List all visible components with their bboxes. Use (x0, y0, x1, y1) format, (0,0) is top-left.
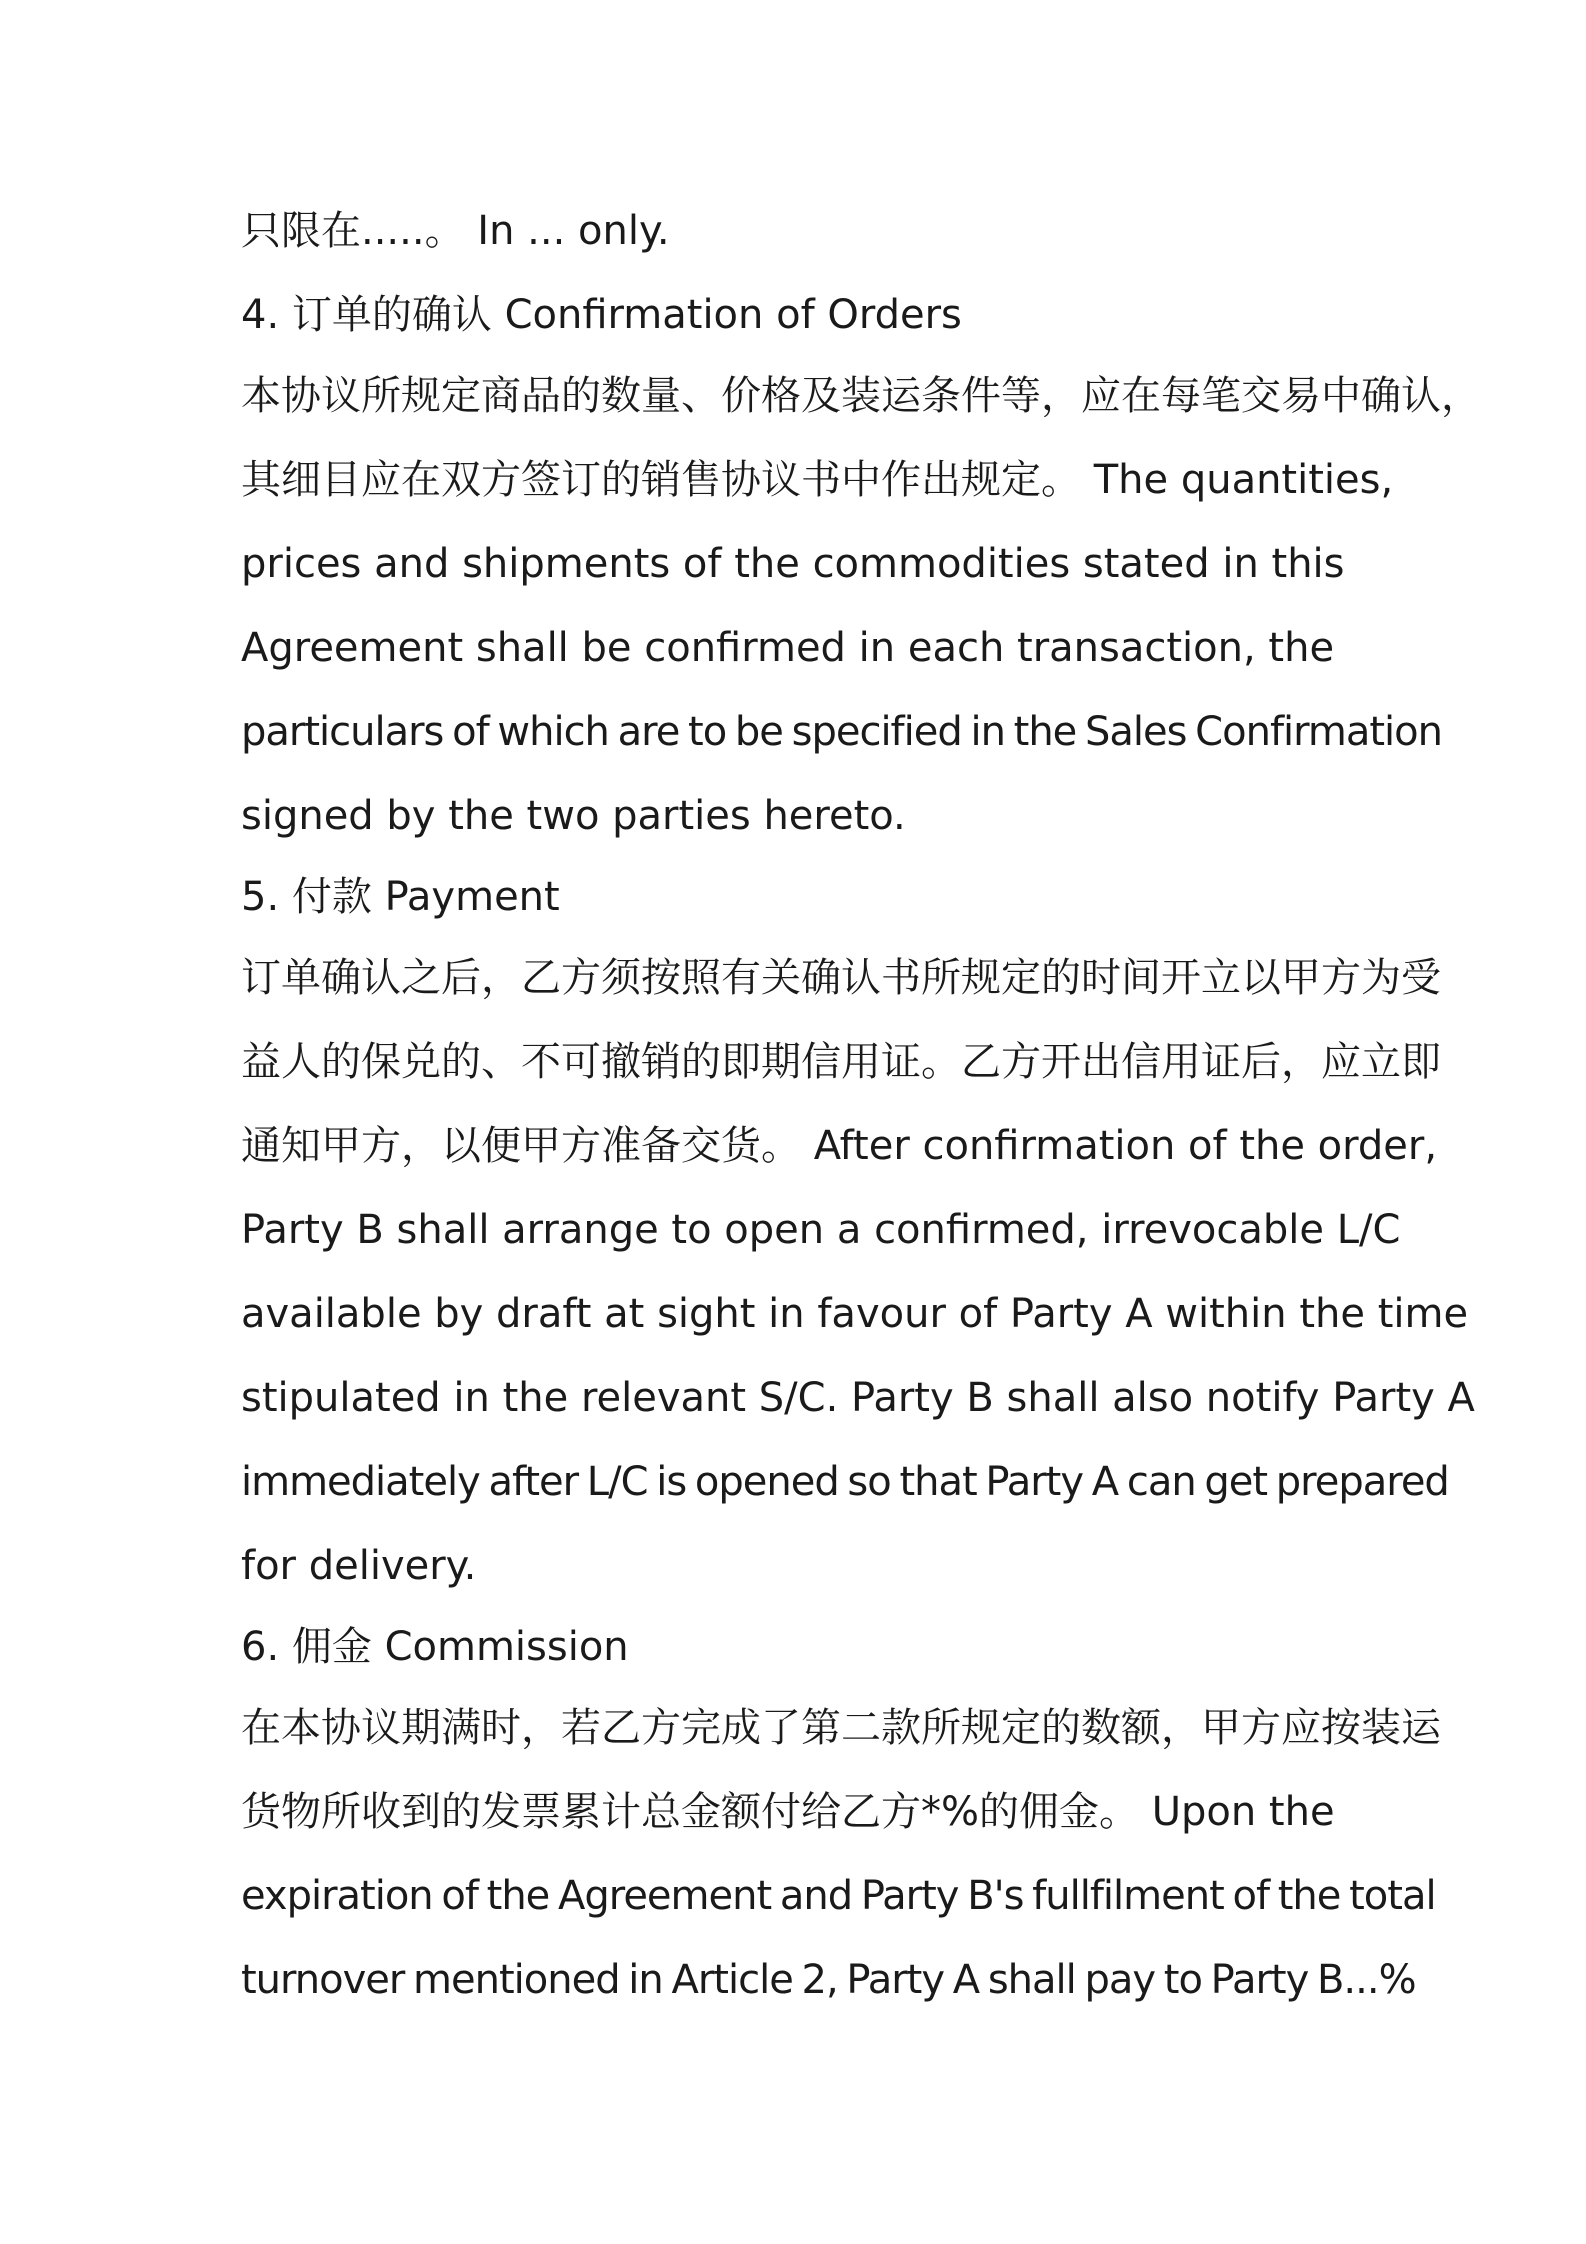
text-line: Agreement shall be confirmed in each transaction, the (241, 625, 1335, 671)
section-heading-commission: 6. 佣金 Commission (241, 1624, 629, 1670)
text-line: 在本协议期满时，若乙方完成了第二款所规定的数额，甲方应按装运 (241, 1705, 1441, 1751)
text-line: 货物所收到的发票累计总金额付给乙方*%的佣金。 Upon the (241, 1789, 1335, 1835)
text-line-only-limit: 只限在.....。 In ... only. (241, 208, 670, 254)
text-line: 益人的保兑的、不可撤销的即期信用证。乙方开出信用证后，应立即 (241, 1039, 1441, 1085)
text-line: expiration of the Agreement and Party B's fullfilment of the total (241, 1873, 1436, 1919)
text-line: 订单确认之后，乙方须按照有关确认书所规定的时间开立以甲方为受 (241, 955, 1441, 1001)
document-body (241, 196, 1481, 2022)
text-line: 本协议所规定商品的数量、价格及装运条件等，应在每笔交易中确认， (241, 373, 1481, 419)
text-line: stipulated in the relevant S/C. Party B shall also notify Party A (241, 1375, 1475, 1421)
text-line: available by draft at sight in favour of Party A within the time (241, 1291, 1469, 1337)
text-line: Party B shall arrange to open a confirmed, irrevocable L/C (241, 1207, 1401, 1253)
section-heading-confirmation-of-orders: 4. 订单的确认 Confirmation of Orders (241, 292, 962, 338)
text-line: particulars of which are to be specified in the Sales Confirmation (241, 709, 1442, 755)
text-line: signed by the two parties hereto. (241, 793, 906, 839)
text-line: for delivery. (241, 1543, 477, 1589)
text-line: turnover mentioned in Article 2, Party A shall pay to Party B...% (241, 1957, 1416, 2003)
text-line: prices and shipments of the commodities stated in this (241, 541, 1345, 587)
text-line: 通知甲方，以便甲方准备交货。 After confirmation of the order, (241, 1123, 1438, 1169)
text-line: 其细目应在双方签订的销售协议书中作出规定。 The quantities, (241, 457, 1394, 503)
text-line: immediately after L/C is opened so that Party A can get prepared (241, 1459, 1449, 1505)
section-heading-payment: 5. 付款 Payment (241, 874, 560, 920)
